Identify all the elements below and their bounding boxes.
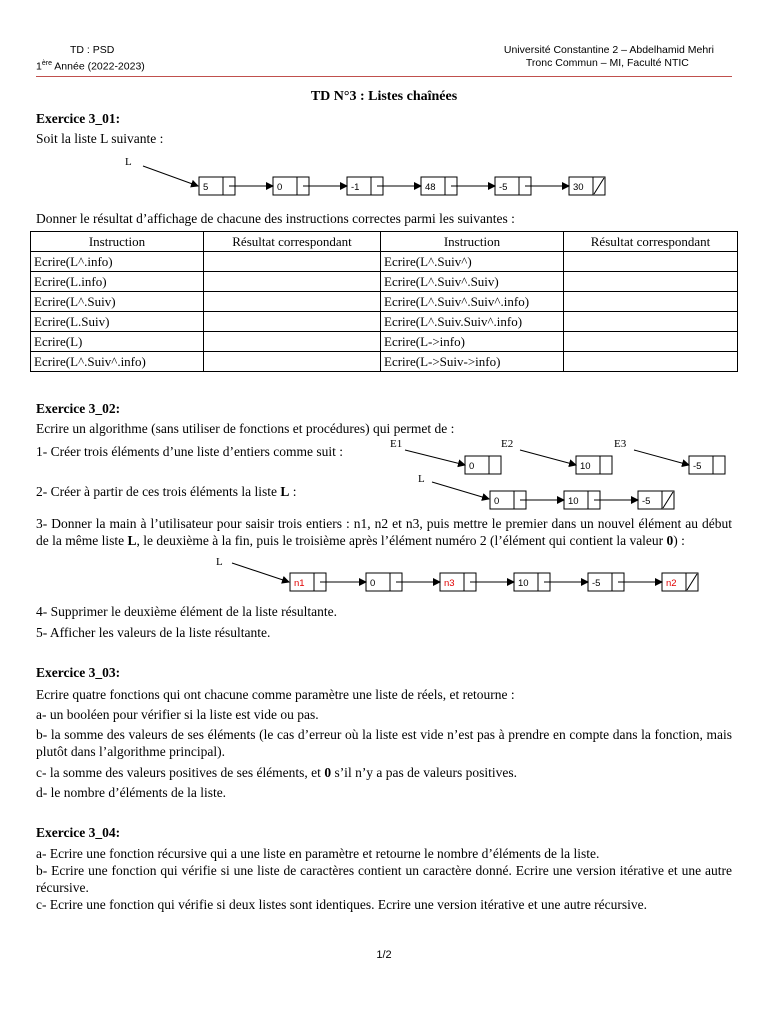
node-value: -5 <box>693 461 702 472</box>
ex1-intro: Soit la liste L suivante : <box>36 131 164 146</box>
table-cell: Ecrire(L->info) <box>381 332 564 352</box>
pointer-label: E3 <box>614 438 627 450</box>
node-value: -5 <box>499 182 508 193</box>
node-value: 48 <box>425 182 436 193</box>
pointer-arrow <box>143 166 198 186</box>
table-header: Résultat correspondant <box>204 232 381 252</box>
ex2-item3-bold2: 0 <box>666 533 674 548</box>
ex2-item3-b: , le deuxième à la fin, puis le troisième après l’élément numéro 2 (l’élément qui contient la valeur <box>136 533 667 548</box>
table-cell: Ecrire(L^.Suiv^.Suiv) <box>381 272 564 292</box>
course-label: TD : PSD <box>70 44 115 56</box>
list-node <box>662 573 698 591</box>
table-header: Instruction <box>31 232 204 252</box>
ex2-intro: Ecrire un algorithme (sans utiliser de fonctions et procédures) qui permet de : <box>36 421 455 436</box>
table-cell: Ecrire(L^.Suiv^.Suiv^.info) <box>381 292 564 312</box>
pointer-label: E2 <box>501 438 514 450</box>
pointer-arrow <box>232 563 289 582</box>
list-node <box>689 456 725 474</box>
table-cell: Ecrire(L^.Suiv) <box>31 292 204 312</box>
university-label: Université Constantine 2 – Abdelhamid Mehri <box>503 44 714 56</box>
page-title: TD N°3 : Listes chaînées <box>310 89 458 104</box>
node-value: 0 <box>494 496 500 507</box>
table-cell: Ecrire(L^.Suiv^.info) <box>31 352 204 372</box>
pointer-label: L <box>125 156 132 168</box>
table-cell: Ecrire(L^.info) <box>31 252 204 272</box>
node-value: n3 <box>444 578 455 589</box>
node-value: n2 <box>666 578 677 589</box>
pointer-arrow <box>405 450 465 465</box>
table-cell: Ecrire(L) <box>31 332 204 352</box>
ex3-c-text: c- la somme des valeurs positives de ses éléments, et <box>36 765 325 780</box>
node-value: 0 <box>469 461 475 472</box>
ex2-item3-bold1: L <box>127 533 137 548</box>
table-cell: Ecrire(L^.Suiv.Suiv^.info) <box>381 312 564 332</box>
ex2-item3-a: 3- Donner la main à l’utilisateur pour saisir trois entiers : n1, n2 et n3, puis mettre le premier dans un nouvel élément au début de la même liste <box>36 516 732 548</box>
table-cell: Ecrire(L->Suiv->info) <box>381 352 564 372</box>
pointer-label: E1 <box>390 438 403 450</box>
pointer-label: L <box>216 556 223 568</box>
node-value: 0 <box>277 182 283 193</box>
year-rest: Année (2022-2023) <box>51 60 145 73</box>
elements-e-diagram <box>390 438 725 474</box>
table-header: Résultat correspondant <box>564 232 738 252</box>
table-cell: Ecrire(L^.Suiv^) <box>381 252 564 272</box>
ex1-heading: Exercice 3_01: <box>36 111 121 126</box>
list-l-diagram <box>125 156 605 195</box>
ex2-item4: 4- Supprimer le deuxième élément de la liste résultante. <box>36 604 338 619</box>
list-l3-diagram <box>216 556 698 591</box>
node-value: -5 <box>642 496 651 507</box>
ex3-b: b- la somme des valeurs de ses éléments (le cas d’erreur où la liste est vide n’est pas à prendre en compte dans la fonction, mais plutôt dans l’algorithme principal). <box>36 727 732 759</box>
ex2-item2-tail: : <box>289 484 297 499</box>
ex3-c-bold: 0 <box>324 765 332 780</box>
faculty-label: Tronc Commun – MI, Faculté NTIC <box>525 57 689 69</box>
pointer-arrow <box>520 450 576 465</box>
ex1-question: Donner le résultat d’affichage de chacune des instructions correctes parmi les suivantes : <box>36 211 515 226</box>
pointer-label: L <box>418 473 425 485</box>
node-value: -1 <box>351 182 360 193</box>
year-number: 1 <box>36 60 42 73</box>
year-sup: ère <box>41 60 52 67</box>
node-value: -5 <box>592 578 601 589</box>
ex3-d: d- le nombre d’éléments de la liste. <box>36 785 227 800</box>
ex3-heading: Exercice 3_03: <box>36 665 121 680</box>
ex2-item1: 1- Créer trois éléments d’une liste d’entiers comme suit : <box>36 444 344 459</box>
list-node <box>465 456 501 474</box>
ex3-intro: Ecrire quatre fonctions qui ont chacune comme paramètre une liste de réels, et retourne : <box>36 687 515 702</box>
page-number: 1/2 <box>376 949 392 961</box>
node-value: 10 <box>518 578 529 589</box>
ex2-item2-bold: L <box>280 484 290 499</box>
node-value: 10 <box>580 461 591 472</box>
ex4-heading: Exercice 3_04: <box>36 825 121 840</box>
table-cell: Ecrire(L.info) <box>31 272 204 292</box>
pointer-arrow <box>432 482 489 499</box>
list-node <box>569 177 605 195</box>
list-l2-diagram <box>418 473 674 509</box>
null-pointer <box>687 574 697 590</box>
ex3-c-tail: s’il n’y a pas de valeurs positives. <box>331 765 518 780</box>
node-value: 10 <box>568 496 579 507</box>
pointer-arrow <box>634 450 689 465</box>
ex2-heading: Exercice 3_02: <box>36 401 121 416</box>
table-header: Instruction <box>381 232 564 252</box>
table-cell: Ecrire(L.Suiv) <box>31 312 204 332</box>
node-value: 30 <box>573 182 584 193</box>
null-pointer <box>594 178 604 194</box>
node-value: 0 <box>370 578 376 589</box>
ex2-item2-text: 2- Créer à partir de ces trois éléments la liste <box>36 484 281 499</box>
ex2-item5: 5- Afficher les valeurs de la liste résultante. <box>36 625 271 640</box>
ex4-a: a- Ecrire une fonction récursive qui a une liste en paramètre et retourne le nombre d’éléments de la liste. <box>36 846 600 861</box>
ex4-b: b- Ecrire une fonction qui vérifie si une liste de caractères contient un caractère donné. Ecrire une version itérative et une autre récursive. <box>36 863 732 895</box>
null-pointer <box>663 492 673 508</box>
list-node <box>576 456 612 474</box>
ex4-c: c- Ecrire une fonction qui vérifie si deux listes sont identiques. Ecrire une version itérative et une autre récursive. <box>36 897 648 912</box>
node-value: n1 <box>294 578 305 589</box>
list-node <box>638 491 674 509</box>
ex3-a: a- un booléen pour vérifier si la liste est vide ou pas. <box>36 707 319 722</box>
node-value: 5 <box>203 182 209 193</box>
ex2-item3-c: ) : <box>673 533 685 548</box>
